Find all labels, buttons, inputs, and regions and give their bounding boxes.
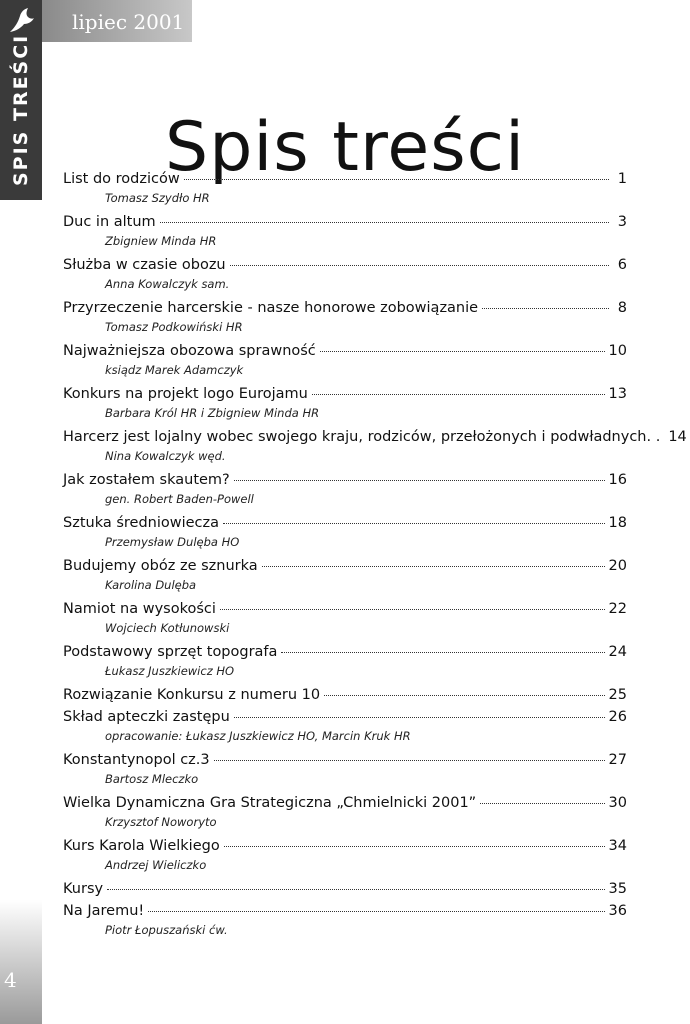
- toc-entry-author: ksiądz Marek Adamczyk: [105, 363, 244, 377]
- toc-entry-row: [63, 340, 627, 362]
- toc-entry[interactable]: [63, 641, 627, 684]
- toc-entry-row: [63, 641, 627, 663]
- toc-entry[interactable]: [63, 878, 627, 900]
- dot-leader: [223, 523, 605, 524]
- toc-entry[interactable]: [63, 254, 627, 297]
- toc-entry-author: gen. Robert Baden-Powell: [105, 492, 254, 506]
- toc-entry-title: Na Jaremu!: [63, 903, 145, 919]
- toc-entry-author: Barbara Król HR i Zbigniew Minda HR: [105, 406, 320, 420]
- toc-entry-title: Sztuka średniowiecza: [63, 515, 220, 531]
- dot-leader: [184, 179, 609, 180]
- toc-entry[interactable]: [63, 706, 627, 749]
- toc-entry[interactable]: [63, 900, 627, 943]
- toc-entry-author: Wojciech Kotłunowski: [105, 621, 230, 635]
- toc-entry-row: [63, 706, 627, 728]
- toc-entry-page: 6: [617, 257, 627, 273]
- toc-entry-row: [63, 835, 627, 857]
- dot-leader: [234, 480, 605, 481]
- toc-entry[interactable]: [63, 555, 627, 598]
- toc-entry-row: [63, 383, 627, 405]
- toc-entry-row: [63, 469, 627, 491]
- dot-leader: [220, 609, 605, 610]
- toc-entry[interactable]: [63, 749, 627, 792]
- toc-entry-page: 10: [608, 343, 627, 359]
- toc-entry-page: 25: [608, 687, 627, 703]
- toc-entry-title: Konstantynopol cz.3: [63, 752, 210, 768]
- toc-entry-row: [63, 878, 627, 900]
- toc-entry-row: [63, 792, 627, 814]
- toc-entry-author: Andrzej Wieliczko: [105, 858, 207, 872]
- dot-leader: [482, 308, 609, 309]
- toc-entry-row: [63, 598, 627, 620]
- toc-entry-title: Namiot na wysokości: [63, 601, 216, 617]
- toc-entry-page: 8: [617, 300, 627, 316]
- toc-entry-row: [63, 684, 627, 706]
- dot-leader: [312, 394, 605, 395]
- toc-entry-author: Tomasz Podkowiński HR: [105, 320, 243, 334]
- toc-entry-page: 18: [608, 515, 627, 531]
- toc-entry-author: opracowanie: Łukasz Juszkiewicz HO, Marcin Kruk HR: [105, 729, 411, 743]
- toc-entry-row: [63, 254, 627, 276]
- toc-entry-page: 3: [617, 214, 627, 230]
- toc-entry-page: 30: [608, 795, 627, 811]
- dot-leader: [214, 760, 605, 761]
- toc-entry-title: Przyrzeczenie harcerskie - nasze honorowe zobowiązanie: [63, 300, 479, 316]
- dot-leader: [234, 717, 605, 718]
- toc-entry[interactable]: [63, 211, 627, 254]
- toc-entry-author: Łukasz Juszkiewicz HO: [105, 664, 235, 678]
- toc-entry-page: 35: [608, 881, 627, 897]
- toc-entry-page: 34: [608, 838, 627, 854]
- toc-entry-page: 16: [608, 472, 627, 488]
- dot-leader: [320, 351, 605, 352]
- toc-entry-title: Kursy: [63, 881, 104, 897]
- dot-leader: [480, 803, 604, 804]
- toc-entry-page: 36: [608, 903, 627, 919]
- dot-leader: [281, 652, 604, 653]
- dot-leader: [230, 265, 609, 266]
- dot-leader: [160, 222, 609, 223]
- toc-entry[interactable]: [63, 168, 627, 211]
- toc-entry-row: [63, 900, 627, 922]
- toc-entry-title: Kurs Karola Wielkiego: [63, 838, 220, 854]
- page-title: Spis treści: [165, 107, 525, 187]
- toc-entry-page: 20: [608, 558, 627, 574]
- table-of-contents: [63, 168, 687, 943]
- toc-entry-title: Podstawowy sprzęt topografa: [63, 644, 278, 660]
- toc-entry-title: Harcerz jest lojalny wobec swojego kraju, rodziców, przełożonych i podwładnych. .: [63, 429, 661, 445]
- dot-leader: [107, 889, 604, 890]
- toc-entry[interactable]: [63, 297, 627, 340]
- toc-entry-author: Przemysław Dulęba HO: [105, 535, 240, 549]
- toc-entry-page: 1: [617, 171, 627, 187]
- toc-entry-title: Budujemy obóz ze sznurka: [63, 558, 258, 574]
- toc-entry-title: Służba w czasie obozu: [63, 257, 226, 273]
- toc-entry-page: 13: [608, 386, 627, 402]
- issue-date: lipiec 2001: [42, 0, 192, 42]
- dot-leader: [148, 911, 604, 912]
- toc-entry[interactable]: [63, 598, 627, 641]
- page-number: 4: [4, 968, 17, 992]
- toc-entry-title: Rozwiązanie Konkursu z numeru 10: [63, 687, 321, 703]
- toc-entry-title: Skład apteczki zastępu: [63, 709, 230, 725]
- toc-entry[interactable]: [63, 426, 687, 469]
- toc-entry-title: Najważniejsza obozowa sprawność: [63, 343, 316, 359]
- toc-entry-author: Nina Kowalczyk węd.: [105, 449, 226, 463]
- toc-entry-author: Bartosz Mleczko: [105, 772, 199, 786]
- toc-entry-row: [63, 749, 627, 771]
- toc-entry-row: [63, 512, 627, 534]
- toc-entry-page: 14: [668, 429, 687, 445]
- toc-entry-title: Jak zostałem skautem?: [63, 472, 230, 488]
- toc-entry-title: Konkurs na projekt logo Eurojamu: [63, 386, 308, 402]
- dot-leader: [262, 566, 605, 567]
- toc-entry-row: [63, 211, 627, 233]
- section-side-label: SPIS TREŚCI: [10, 33, 32, 186]
- dot-leader: [224, 846, 605, 847]
- toc-entry-author: Krzysztof Noworyto: [105, 815, 217, 829]
- toc-entry-page: 27: [608, 752, 627, 768]
- toc-entry-row: [63, 555, 627, 577]
- toc-entry-author: Zbigniew Minda HR: [105, 234, 217, 248]
- toc-entry-page: 22: [608, 601, 627, 617]
- toc-entry-author: Karolina Dulęba: [105, 578, 197, 592]
- toc-entry[interactable]: [63, 792, 627, 835]
- toc-entry-row: [63, 426, 687, 448]
- toc-entry[interactable]: [63, 684, 627, 706]
- toc-entry-page: 24: [608, 644, 627, 660]
- toc-entry-author: Tomasz Szydło HR: [105, 191, 210, 205]
- toc-entry-author: Anna Kowalczyk sam.: [105, 277, 230, 291]
- toc-entry[interactable]: [63, 383, 627, 426]
- toc-entry-title: Duc in altum: [63, 214, 156, 230]
- toc-entry-author: Piotr Łopuszański ćw.: [105, 923, 228, 937]
- toc-entry-title: Wielka Dynamiczna Gra Strategiczna „Chmielnicki 2001”: [63, 795, 477, 811]
- toc-entry-page: 26: [608, 709, 627, 725]
- toc-entry-row: [63, 297, 627, 319]
- toc-entry-title: List do rodziców: [63, 171, 180, 187]
- toc-entry[interactable]: [63, 340, 627, 383]
- toc-entry[interactable]: [63, 835, 627, 878]
- toc-entry[interactable]: [63, 469, 627, 512]
- toc-entry[interactable]: [63, 512, 627, 555]
- toc-entry-row: [63, 168, 627, 190]
- dot-leader: [324, 695, 604, 696]
